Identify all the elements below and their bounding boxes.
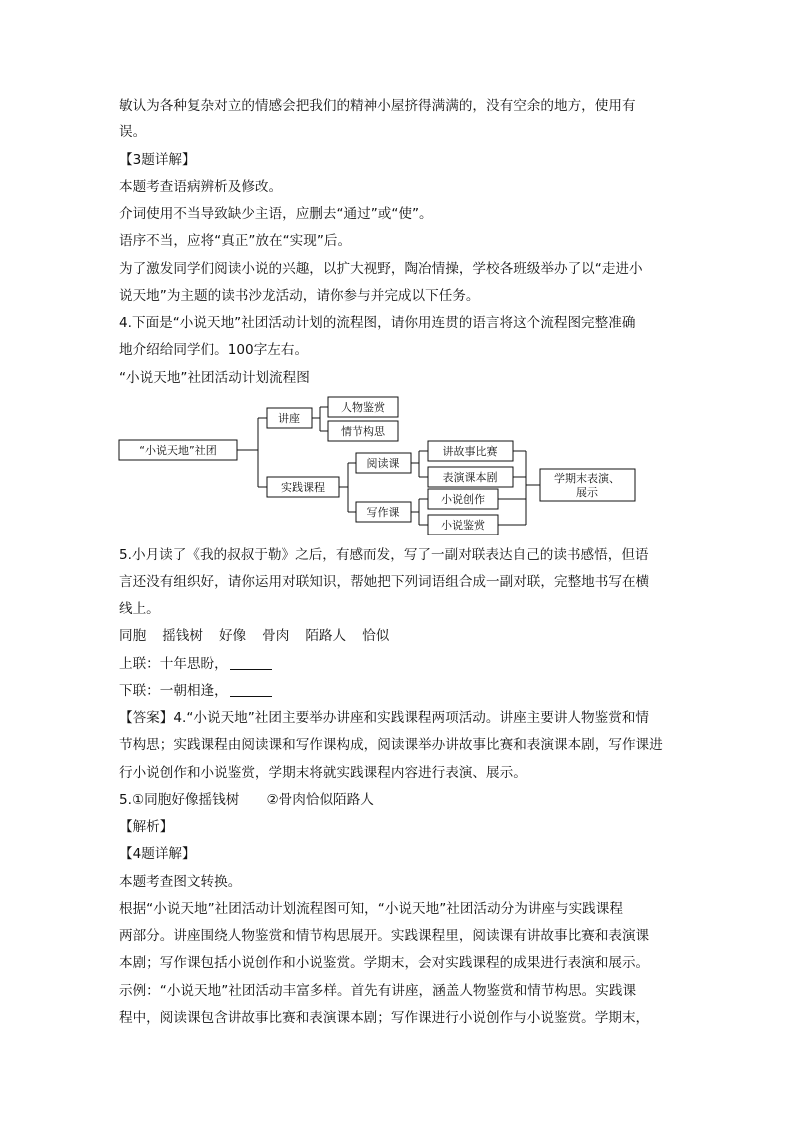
word: 摇钱树 (162, 628, 203, 644)
question-4: 4.下面是“小说天地”社团活动计划的流程图，请你用连贯的语言将这个流程图完整准确 (119, 315, 636, 331)
text-line: 线上。 (119, 601, 160, 617)
flow-label: 人物鉴赏 (341, 401, 385, 414)
text-line: 语序不当，应将“真正”放在“实现”后。 (119, 233, 352, 249)
flow-label: 写作课 (366, 506, 400, 519)
word: 骨肉 (262, 628, 290, 644)
flow-label: 讲故事比赛 (442, 445, 498, 458)
text-line: 本题考查图文转换。 (119, 874, 242, 890)
section-heading: 【4题详解】 (119, 846, 196, 862)
text-line: 本剧；写作课包括小说创作和小说鉴赏。学期末，会对实践课程的成果进行表演和展示。 (119, 955, 650, 971)
text-line: 示例：“小说天地”社团活动丰富多样。首先有讲座，涵盖人物鉴赏和情节构思。实践课 (119, 983, 637, 999)
text-line: 地介绍给同学们。100字左右。 (119, 342, 309, 358)
couplet-upper (119, 654, 272, 674)
text-line: 行小说创作和小说鉴赏，学期末将就实践课程内容进行表演、展示。 (119, 765, 527, 781)
flow-label: 讲座 (278, 412, 300, 425)
section-heading: 【解析】 (119, 819, 174, 835)
word-list (119, 626, 405, 646)
section-heading: 【3题详解】 (119, 152, 196, 168)
flow-label: 情节构思 (341, 425, 385, 438)
couplet-lower (119, 681, 272, 701)
word: 同胞 (119, 628, 147, 644)
flow-label: 表演课本剧 (442, 471, 498, 484)
text-line: 根据“小说天地”社团活动计划流程图可知，“小说天地”社团活动分为讲座与实践课程 (119, 901, 623, 917)
text-line: 介词使用不当导致缺少主语，应删去“通过”或“使”。 (119, 206, 433, 222)
text-line: 5.①同胞好像摇钱树 ②骨肉恰似陌路人 (119, 792, 374, 808)
text-line: 节构思；实践课程由阅读课和写作课构成，阅读课举办讲故事比赛和表演课本剧，写作课进 (119, 737, 663, 753)
word: 陌路人 (305, 628, 347, 644)
flowchart (118, 395, 638, 535)
flow-label: 小说鉴赏 (441, 519, 485, 532)
couplet-lower-text: 下联：一朝相逢， (119, 683, 228, 699)
text-line: 说天地”为主题的读书沙龙活动，请你参与并完成以下任务。 (119, 288, 480, 304)
answer-blank[interactable] (230, 655, 272, 670)
word: 好像 (218, 628, 247, 644)
answer-blank[interactable] (230, 682, 272, 697)
word: 恰似 (362, 628, 390, 644)
question-5: 5.小月读了《我的叔叔于勒》之后，有感而发，写了一副对联表达自己的读书感悟，但语 (119, 547, 649, 563)
flow-label: 实践课程 (281, 481, 325, 494)
flow-label: 学期末表演、 (554, 472, 620, 485)
couplet-upper-text: 上联：十年思盼， (119, 656, 228, 672)
text-line: 为了激发同学们阅读小说的兴趣，以扩大视野，陶冶情操，学校各班级举办了以“走进小 (119, 261, 643, 277)
text-line: 本题考查语病辨析及修改。 (119, 179, 283, 195)
flow-label: 展示 (576, 486, 598, 499)
flowchart-title: “小说天地”社团活动计划流程图 (119, 370, 310, 386)
text-line: 程中，阅读课包含讲故事比赛和表演课本剧；写作课进行小说创作与小说鉴赏。学期末， (119, 1010, 650, 1026)
text-line: 误。 (119, 124, 147, 140)
flow-label: “小说天地”社团 (139, 444, 217, 457)
text-line: 敏认为各种复杂对立的情感会把我们的精神小屋挤得满满的，没有空余的地方，使用有 (119, 98, 636, 114)
text-line: 言还没有组织好，请你运用对联知识，帮她把下列词语组合成一副对联，完整地书写在横 (119, 574, 650, 590)
answer-line: 【答案】4.“小说天地”社团主要举办讲座和实践课程两项活动。讲座主要讲人物鉴赏和情 (119, 710, 650, 726)
text-line: 两部分。讲座围绕人物鉴赏和情节构思展开。实践课程里，阅读课有讲故事比赛和表演课 (119, 928, 650, 944)
flow-label: 阅读课 (366, 457, 400, 470)
flow-label: 小说创作 (441, 493, 485, 506)
